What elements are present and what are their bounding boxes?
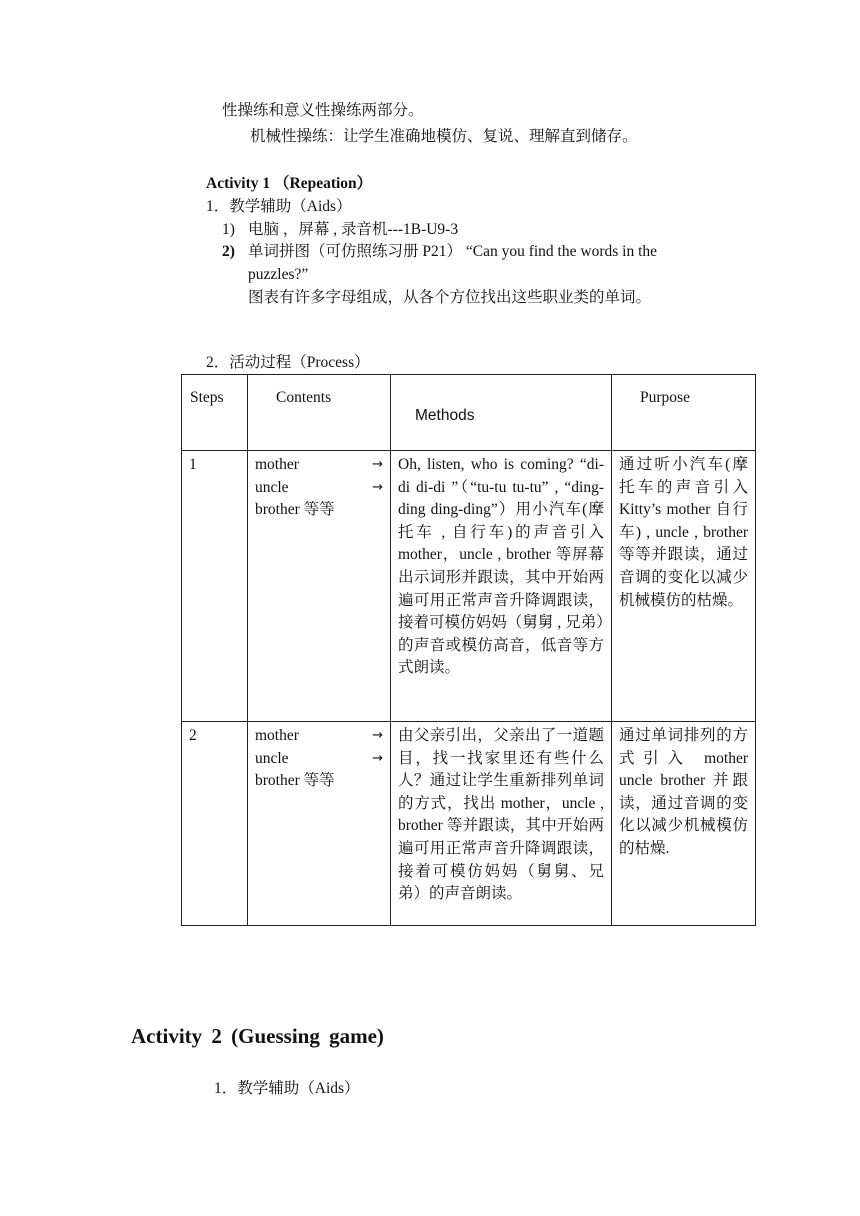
arrow-icon: → [372, 750, 383, 766]
process-table [181, 374, 756, 926]
aid2-number: 2) [222, 243, 235, 260]
step-cell: 1 [182, 451, 248, 722]
aid1-text: 电脑 ，屏幕 , 录音机---1B-U9-3 [248, 221, 459, 238]
contents-line [255, 454, 383, 477]
step-cell: 2 [182, 722, 248, 926]
table-header-row [182, 375, 756, 451]
purpose-cell: 通过听小汽车(摩托车的声音引入 Kitty’s mother 自行车) , uncle , brother 等等并跟读，通过音调的变化以减少机械模仿的枯燥。 [612, 451, 756, 722]
table-row [182, 722, 756, 926]
header-methods: Methods [391, 375, 612, 451]
aid2-text-line1: 单词拼图（可仿照练习册 P21） “Can you find the words in the [248, 243, 658, 260]
header-purpose: Purpose [612, 375, 756, 451]
intro-line-1: 性操练和意义性操练两部分。 [222, 102, 424, 119]
methods-cell: 由父亲引出，父亲出了一道题目，找一找家里还有些什么人？通过让学生重新排列单词的方式，找出 mother，uncle , brother 等并跟读，其中开始两遍可用正常声音升降调跟读，接着可模仿妈妈（舅舅、兄弟）的声音朗读。 [391, 722, 612, 926]
activity1-title: Activity 1 （Repeation） [206, 175, 373, 192]
activity2-aids-heading: 1．教学辅助（Aids） [214, 1080, 360, 1097]
contents-cell [248, 722, 391, 926]
contents-word: mother [255, 456, 299, 473]
intro-line-2: 机械性操练：让学生准确地模仿、复说、理解直到储存。 [250, 128, 638, 145]
arrow-icon: → [372, 457, 383, 472]
contents-line [255, 477, 383, 500]
arrow-icon: → [372, 479, 383, 495]
aid2-description: 图表有许多字母组成，从各个方位找出这些职业类的单词。 [248, 289, 652, 306]
header-steps: Steps [182, 375, 248, 451]
activity1-aids-heading: 1．教学辅助（Aids） [206, 198, 352, 215]
arrow-icon: → [372, 728, 383, 743]
contents-word: uncle [255, 478, 289, 496]
aid1-number: 1) [222, 221, 235, 238]
process-heading: 2．活动过程（Process） [206, 354, 370, 371]
contents-word: brother 等等 [255, 772, 335, 790]
activity2-title: Activity 2 (Guessing game) [131, 1024, 384, 1048]
contents-cell [248, 451, 391, 722]
methods-cell: Oh, listen, who is coming? “di-di di-di ”（“tu-tu tu-tu” , “ding-ding ding-ding”）用小汽车(摩托车 , 自行车)的声音引入 mother，uncle , brother 等屏幕出示词形并跟读，其中开始两遍可用正常声音升降调跟读，接着可模仿妈妈（舅舅 , 兄弟）的声音或模仿高音，低音等方式朗读。 [391, 451, 612, 722]
purpose-cell: 通过单词排列的方式引入 mother uncle brother 并跟读，通过音调的变化以减少机械模仿的枯燥. [612, 722, 756, 926]
contents-line [255, 748, 383, 771]
contents-word: brother 等等 [255, 501, 335, 519]
header-contents: Contents [248, 375, 391, 451]
contents-line [255, 725, 383, 748]
aid2-text-line2: puzzles?” [248, 266, 309, 283]
table-row [182, 451, 756, 722]
contents-word: uncle [255, 749, 289, 767]
contents-word: mother [255, 727, 299, 744]
